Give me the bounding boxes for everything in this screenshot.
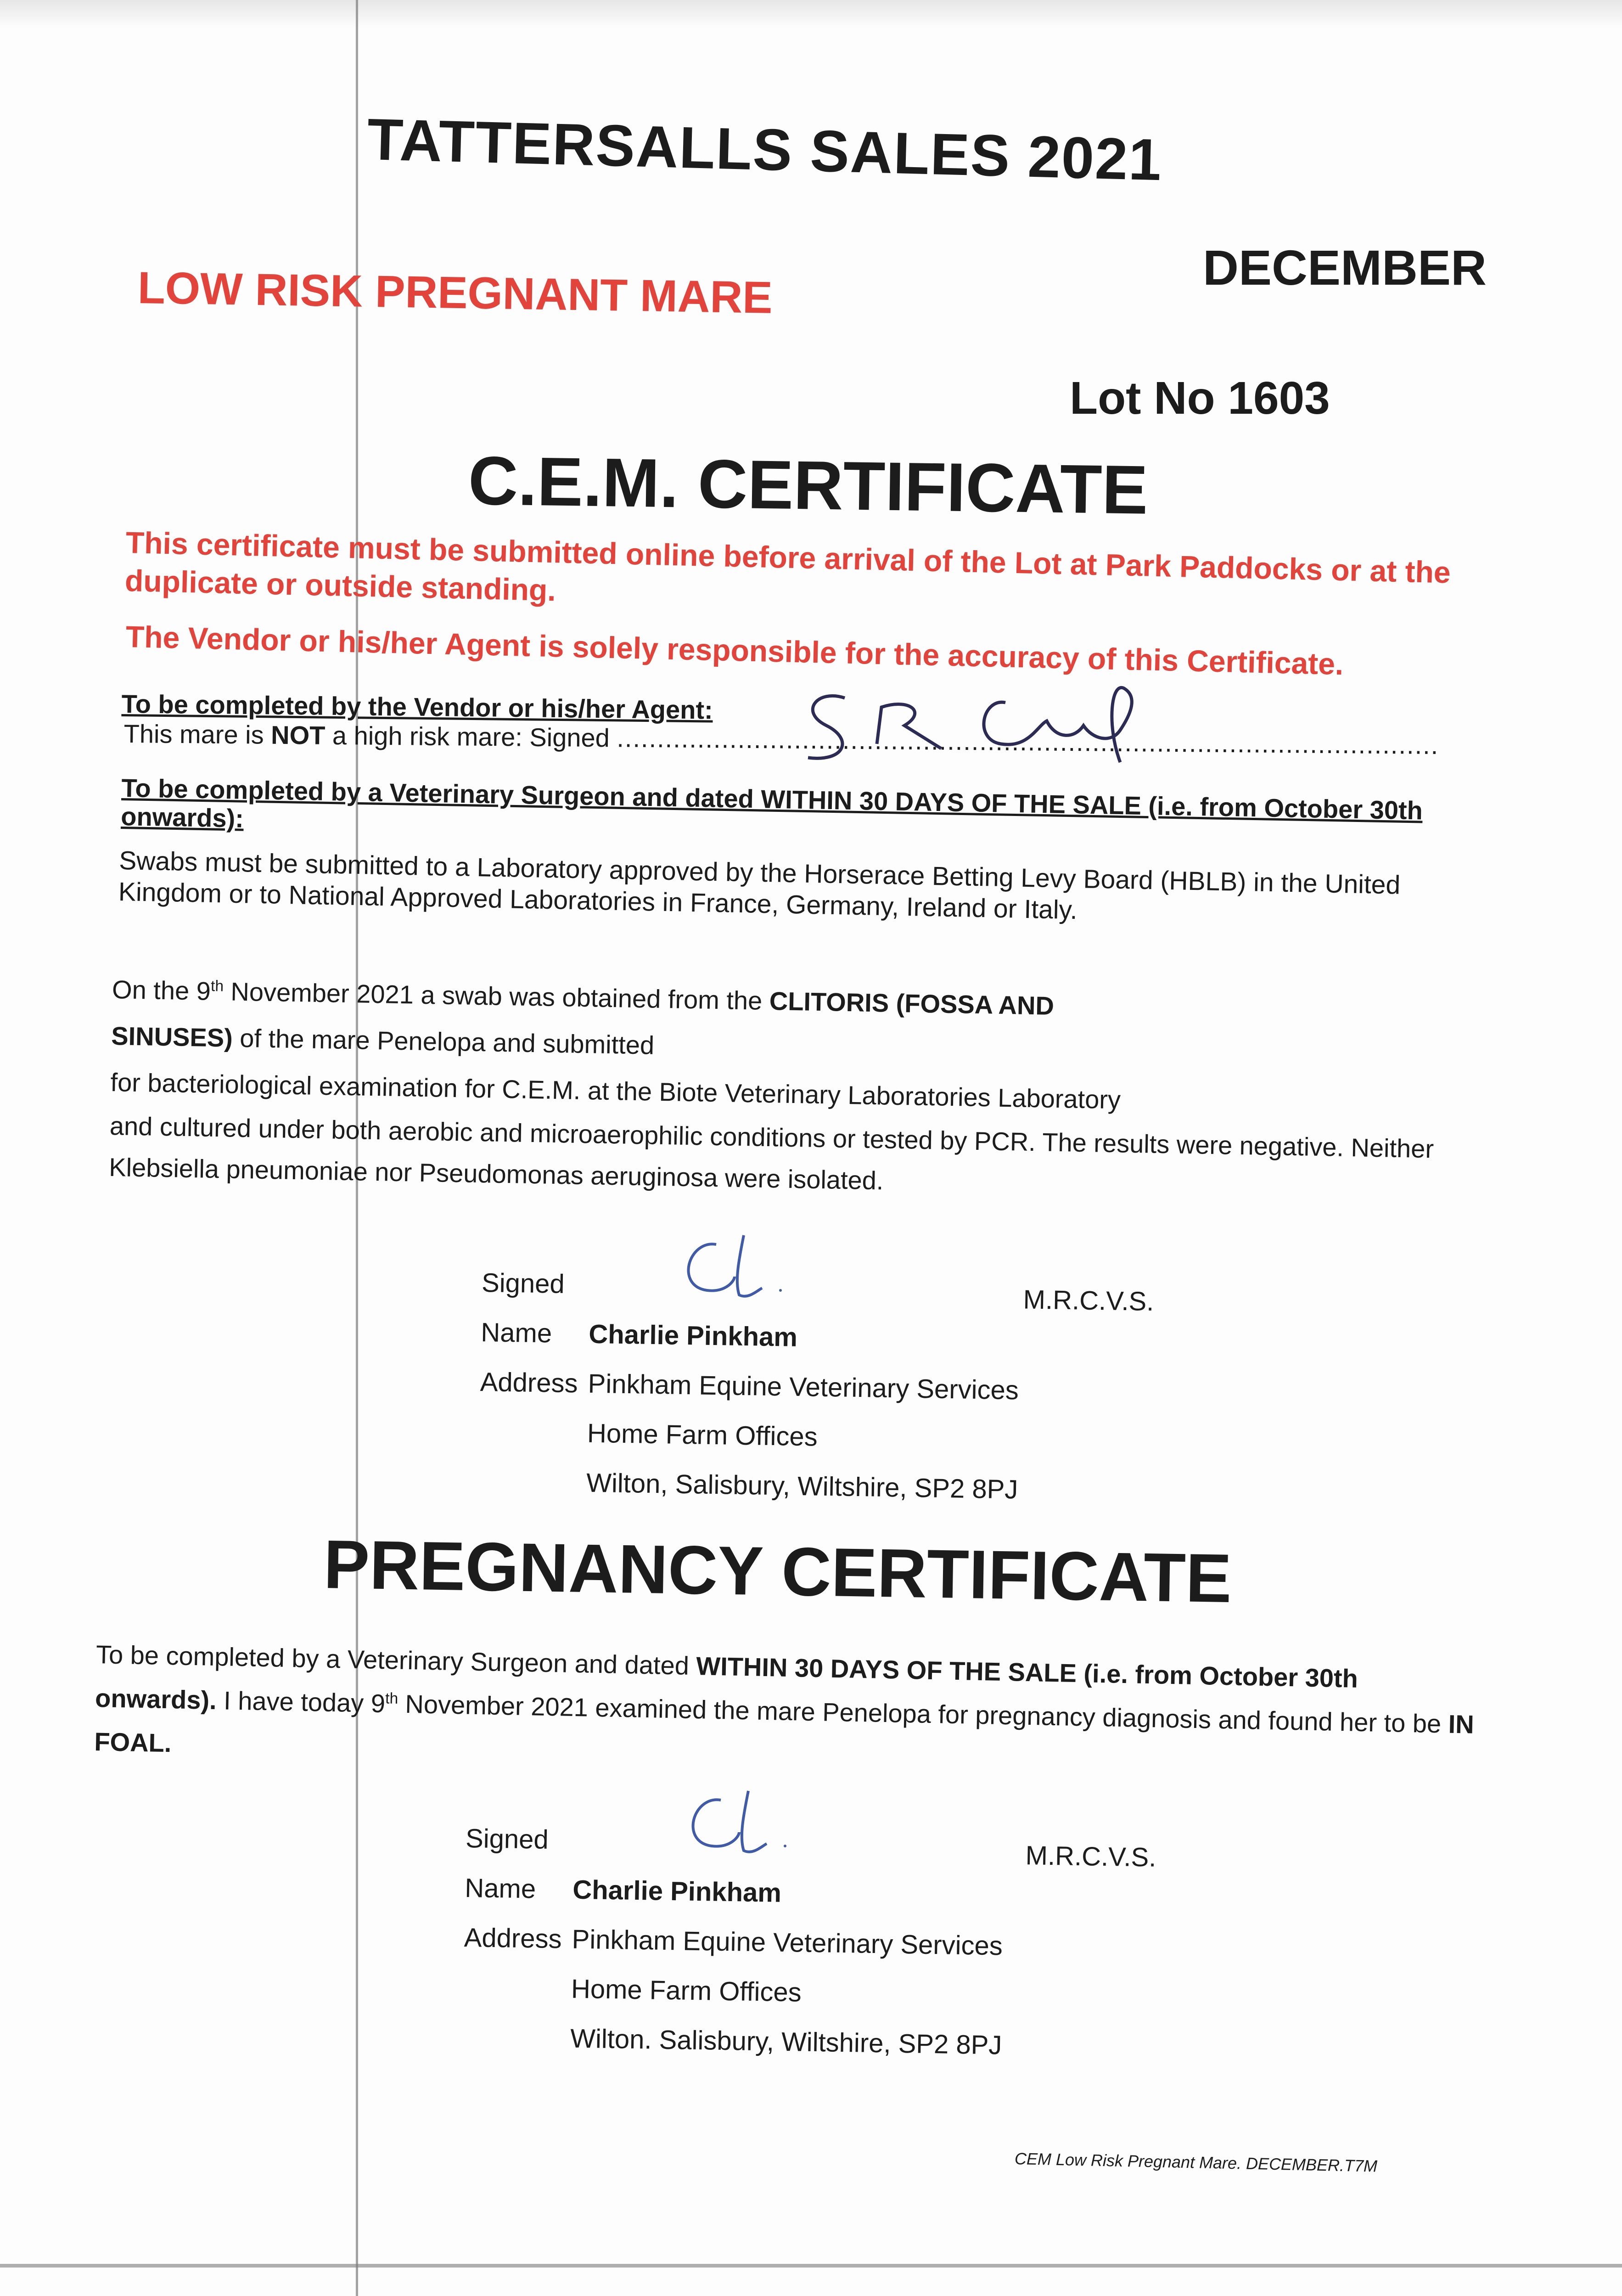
pregnancy-text-1: To be completed by a Veterinary Surgeon and dated [95,1639,697,1681]
result-date-pre: On the 9 [112,974,211,1006]
vendor-line-pre: This mare is [123,719,271,749]
address-line-2: Home Farm Offices [587,1418,818,1452]
address2-line-3: Wilton. Salisbury, Wiltshire, SP2 8PJ [570,2023,1002,2060]
submission-notice: This certificate must be submitted online before arrival of the Lot at Park Paddocks or at the duplicate or outside standing. [124,525,1451,607]
address2-line-2: Home Farm Offices [571,1974,802,2008]
pregnancy-text [94,1632,1483,1790]
responsibility-notice: The Vendor or his/her Agent is solely responsible for the accuracy of this Certificate. [125,619,1344,681]
sale-month: DECEMBER [1203,240,1487,295]
vendor-declaration [123,719,1439,760]
document-title: TATTERSALLS SALES 2021 [366,107,1163,193]
vendor-section-heading: To be completed by the Vendor or his/her Agent: [121,689,713,725]
result-line-3: for bacteriological examination for C.E.M. at the Biote Veterinary Laboratories Laboratory [110,1067,1121,1114]
cem-certificate-title: C.E.M. CERTIFICATE [467,442,1149,529]
vet-signature-icon [666,1221,803,1313]
pregnancy-result: IN FOAL. [94,1709,1475,1758]
cem-result-text [109,967,1471,1211]
vendor-signature-dots: ...................................................................................................... [617,723,1439,760]
pregnancy-date-sup: th [385,1690,398,1708]
cem-vet-signature-block [478,1258,1446,1521]
pregnancy-text-2: November 2021 examined the mare Penelopa for pregnancy diagnosis and found her to be [398,1689,1449,1739]
vet-name: Charlie Pinkham [588,1319,798,1352]
pregnancy-certificate-title: PREGNANCY CERTIFICATE [323,1525,1232,1617]
swab-requirements: Swabs must be submitted to a Laboratory approved by the Horserace Betting Levy Board (HBLB) in the United Kingdom or to National Approved Laboratories in France, Germany, Ireland or Italy. [118,845,1401,925]
pregnancy-vet-signature-block [462,1814,1430,2077]
scan-edge-bottom [0,2264,1622,2268]
address-label: Address [480,1367,578,1399]
address2-line-1: Pinkham Equine Veterinary Services [572,1924,1003,1961]
lot-number: Lot No 1603 [1070,372,1330,424]
signed-label: Signed [481,1267,565,1299]
result-line-4: and cultured under both aerobic and microaerophilic conditions or tested by PCR. The results were negative. Neither Klebsiella pneumoniae nor Pseudomonas aeruginosa were isolated. [108,1111,1434,1195]
mare-category: LOW RISK PREGNANT MARE [137,262,773,323]
name-label-2: Name [464,1873,536,1904]
vendor-line-post: a high risk mare: Signed [325,720,617,753]
swab-site-1: CLITORIS (FOSSA AND [769,986,1055,1020]
scan-shadow-top [0,0,1622,28]
result-line-2-post: of the mare Penelopa and submitted [232,1023,655,1060]
vendor-signature-icon [790,670,1166,776]
signed-label-2: Signed [465,1823,549,1855]
address-label-2: Address [464,1922,562,1954]
address-line-1: Pinkham Equine Veterinary Services [588,1368,1019,1406]
address-line-3: Wilton, Salisbury, Wiltshire, SP2 8PJ [586,1468,1018,1505]
name-label: Name [480,1317,552,1349]
swab-site-2: SINUSES) [111,1021,233,1052]
document-reference: CEM Low Risk Pregnant Mare. DECEMBER.T7M [1014,2149,1378,2176]
mrcvs-label-2: M.R.C.V.S. [1025,1840,1156,1873]
result-date-sup: th [210,978,224,995]
result-line-1-mid: November 2021 a swab was obtained from the [223,977,770,1015]
pregnancy-date-pre: I have today 9 [216,1686,386,1718]
pregnancy-deadline: WITHIN 30 DAYS OF THE SALE (i.e. from October 30th onwards). [95,1651,1358,1715]
mrcvs-label: M.R.C.V.S. [1023,1284,1154,1317]
vet-section-heading: To be completed by a Veterinary Surgeon and dated WITHIN 30 DAYS OF THE SALE (i.e. from October 30th onwards): [120,773,1423,833]
vet-name-2: Charlie Pinkham [572,1874,782,1908]
vendor-line-not: NOT [270,720,326,750]
vet-signature-icon-2 [670,1777,808,1869]
